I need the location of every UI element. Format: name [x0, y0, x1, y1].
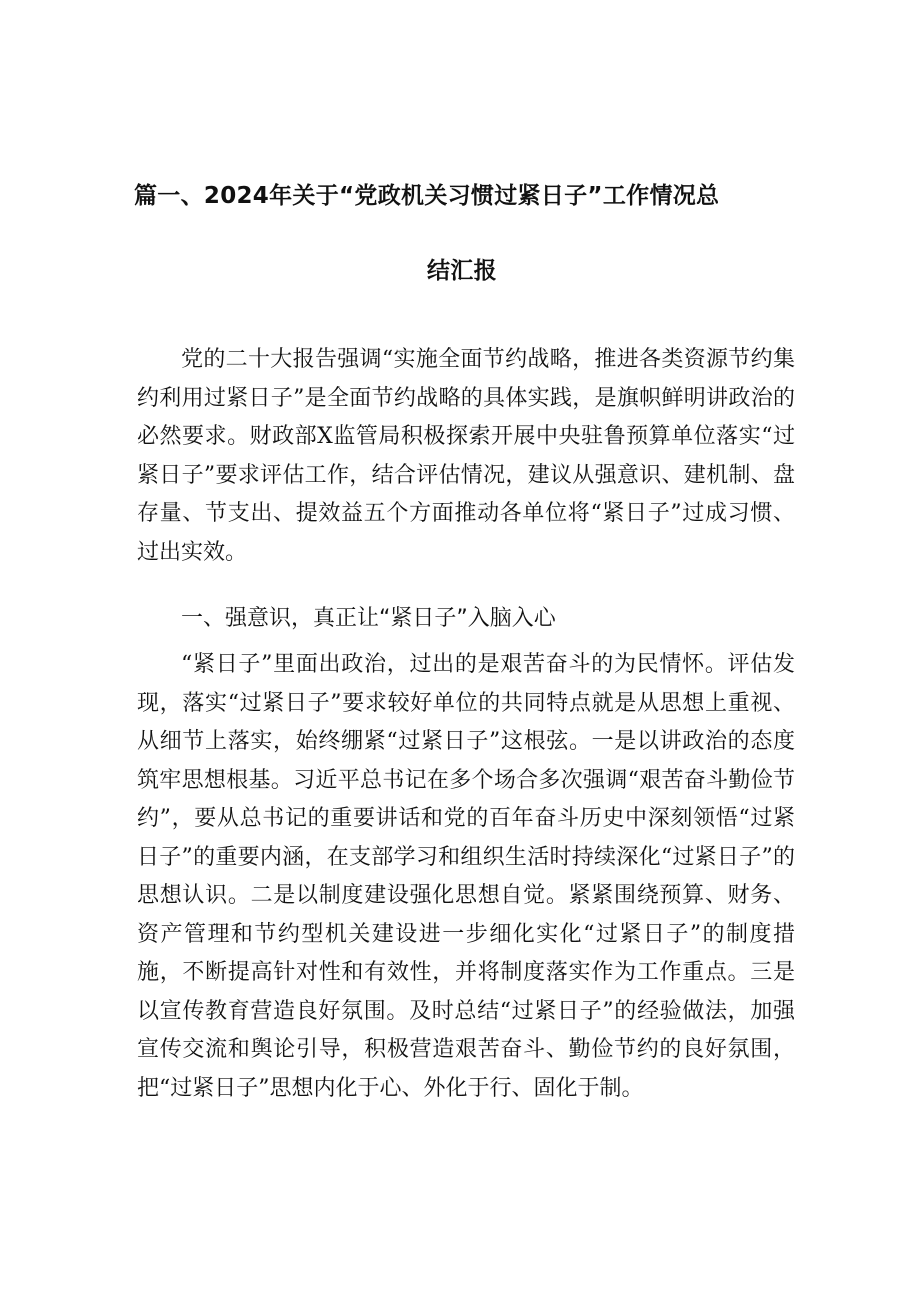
document-title-line-2: 结汇报: [427, 258, 497, 284]
document-title-line-1: 篇一、2024年关于“党政机关习惯过紧日子”工作情况总: [134, 183, 720, 209]
intro-paragraph: 党的二十大报告强调“实施全面节约战略，推进各类资源节约集约利用过紧日子”是全面节约战略的具体实践，是旗帜鲜明讲政治的必然要求。财政部X监管局积极探索开展中央驻鲁预算单位落实“过紧日子”要求评估工作，结合评估情况，建议从强意识、建机制、盘存量、节支出、提效益五个方面推动各单位将“紧日子”过成习惯、过出实效。: [137, 347, 795, 565]
section-1-heading: 一、强意识，真正让“紧日子”入脑入心: [181, 606, 556, 631]
section-1-paragraph: “紧日子”里面出政治，过出的是艰苦奋斗的为民情怀。评估发现，落实“过紧日子”要求较好单位的共同特点就是从思想上重视、从细节上落实，始终绷紧“过紧日子”这根弦。一是以讲政治的态度筑牢思想根基。习近平总书记在多个场合多次强调“艰苦奋斗勤俭节约”，要从总书记的重要讲话和党的百年奋斗历史中深刻领悟“过紧日子”的重要内涵，在支部学习和组织生活时持续深化“过紧日子”的思想认识。二是以制度建设强化思想自觉。紧紧围绕预算、财务、资产管理和节约型机关建设进一步细化实化“过紧日子”的制度措施，不断提高针对性和有效性，并将制度落实作为工作重点。三是以宣传教育营造良好氛围。及时总结“过紧日子”的经验做法，加强宣传交流和舆论引导，积极营造艰苦奋斗、勤俭节约的良好氛围，把“过紧日子”思想内化于心、外化于行、固化于制。: [137, 652, 795, 1101]
